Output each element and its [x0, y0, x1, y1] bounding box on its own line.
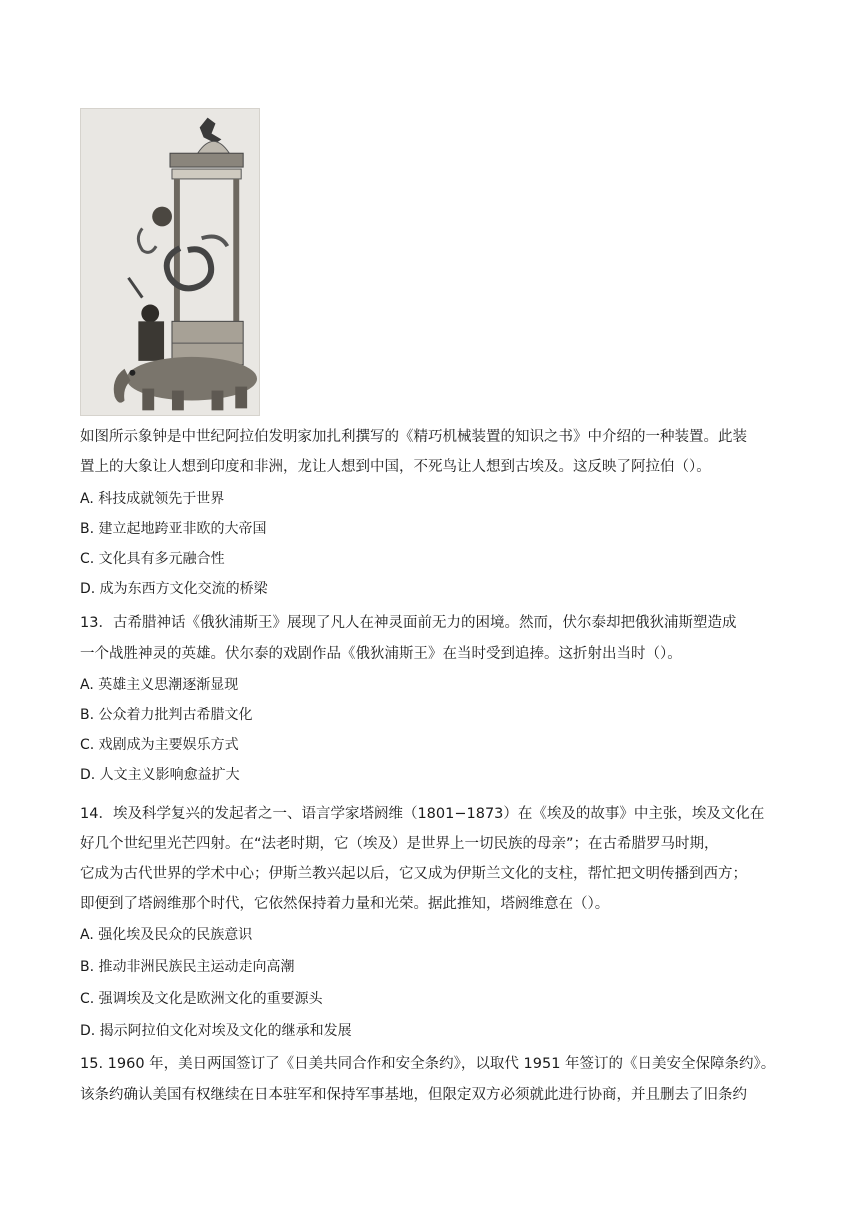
question-12-option-b: B. 建立起地跨亚非欧的大帝国 [80, 521, 267, 537]
question-13-option-b: B. 公众着力批判古希腊文化 [80, 707, 253, 723]
question-14-stem-line-1: 14．埃及科学复兴的发起者之一、语言学家塔阏维（1801−1873）在《埃及的故事》中主张，埃及文化在 [80, 806, 765, 822]
question-14-option-b: B. 推动非洲民族民主运动走向高潮 [80, 959, 295, 975]
question-12-stem-line-2: 置上的大象让人想到印度和非洲，龙让人想到中国，不死鸟让人想到古埃及。这反映了阿拉伯（）。 [80, 459, 711, 475]
question-14-option-d: D. 揭示阿拉伯文化对埃及文化的继承和发展 [80, 1023, 352, 1039]
question-14-option-c: C. 强调埃及文化是欧洲文化的重要源头 [80, 991, 323, 1007]
question-13-stem-line-2: 一个战胜神灵的英雄。伏尔泰的戏剧作品《俄狄浦斯王》在当时受到追捧。这折射出当时（）。 [80, 646, 682, 662]
question-13-option-c: C. 戏剧成为主要娱乐方式 [80, 737, 239, 753]
question-13-option-d: D. 人文主义影响愈益扩大 [80, 767, 240, 783]
question-13-option-a: A. 英雄主义思潮逐渐显现 [80, 677, 239, 693]
question-14-stem-line-3: 它成为古代世界的学术中心；伊斯兰教兴起以后，它又成为伊斯兰文化的支柱，帮忙把文明传播到西方； [80, 866, 747, 882]
question-13-stem-line-1: 13．古希腊神话《俄狄浦斯王》展现了凡人在神灵面前无力的困境。然而，伏尔泰却把俄狄浦斯塑造成 [80, 615, 737, 631]
question-12-option-d: D. 成为东西方文化交流的桥梁 [80, 581, 268, 597]
question-12-stem-line-1: 如图所示象钟是中世纪阿拉伯发明家加扎利撰写的《精巧机械装置的知识之书》中介绍的一种装置。此装 [80, 429, 747, 445]
question-12-option-a: A. 科技成就领先于世界 [80, 491, 225, 507]
question-14-stem-line-2: 好几个世纪里光芒四射。在“法老时期，它（埃及）是世界上一切民族的母亲”；在古希腊罗马时期， [80, 836, 719, 852]
question-15-stem-line-2: 该条约确认美国有权继续在日本驻军和保持军事基地，但限定双方必须就此进行协商，并且删去了旧条约 [80, 1087, 747, 1103]
elephant-clock-illustration [80, 108, 260, 416]
question-14-option-a: A. 强化埃及民众的民族意识 [80, 927, 253, 943]
question-15-stem-line-1: 15. 1960 年，美日两国签订了《日美共同合作和安全条约》，以取代 1951 年签订的《日美安全保障条约》。 [80, 1056, 776, 1072]
question-12-option-c: C. 文化具有多元融合性 [80, 551, 225, 567]
question-14-stem-line-4: 即便到了塔阏维那个时代，它依然保持着力量和光荣。据此推知，塔阏维意在（）。 [80, 896, 610, 912]
